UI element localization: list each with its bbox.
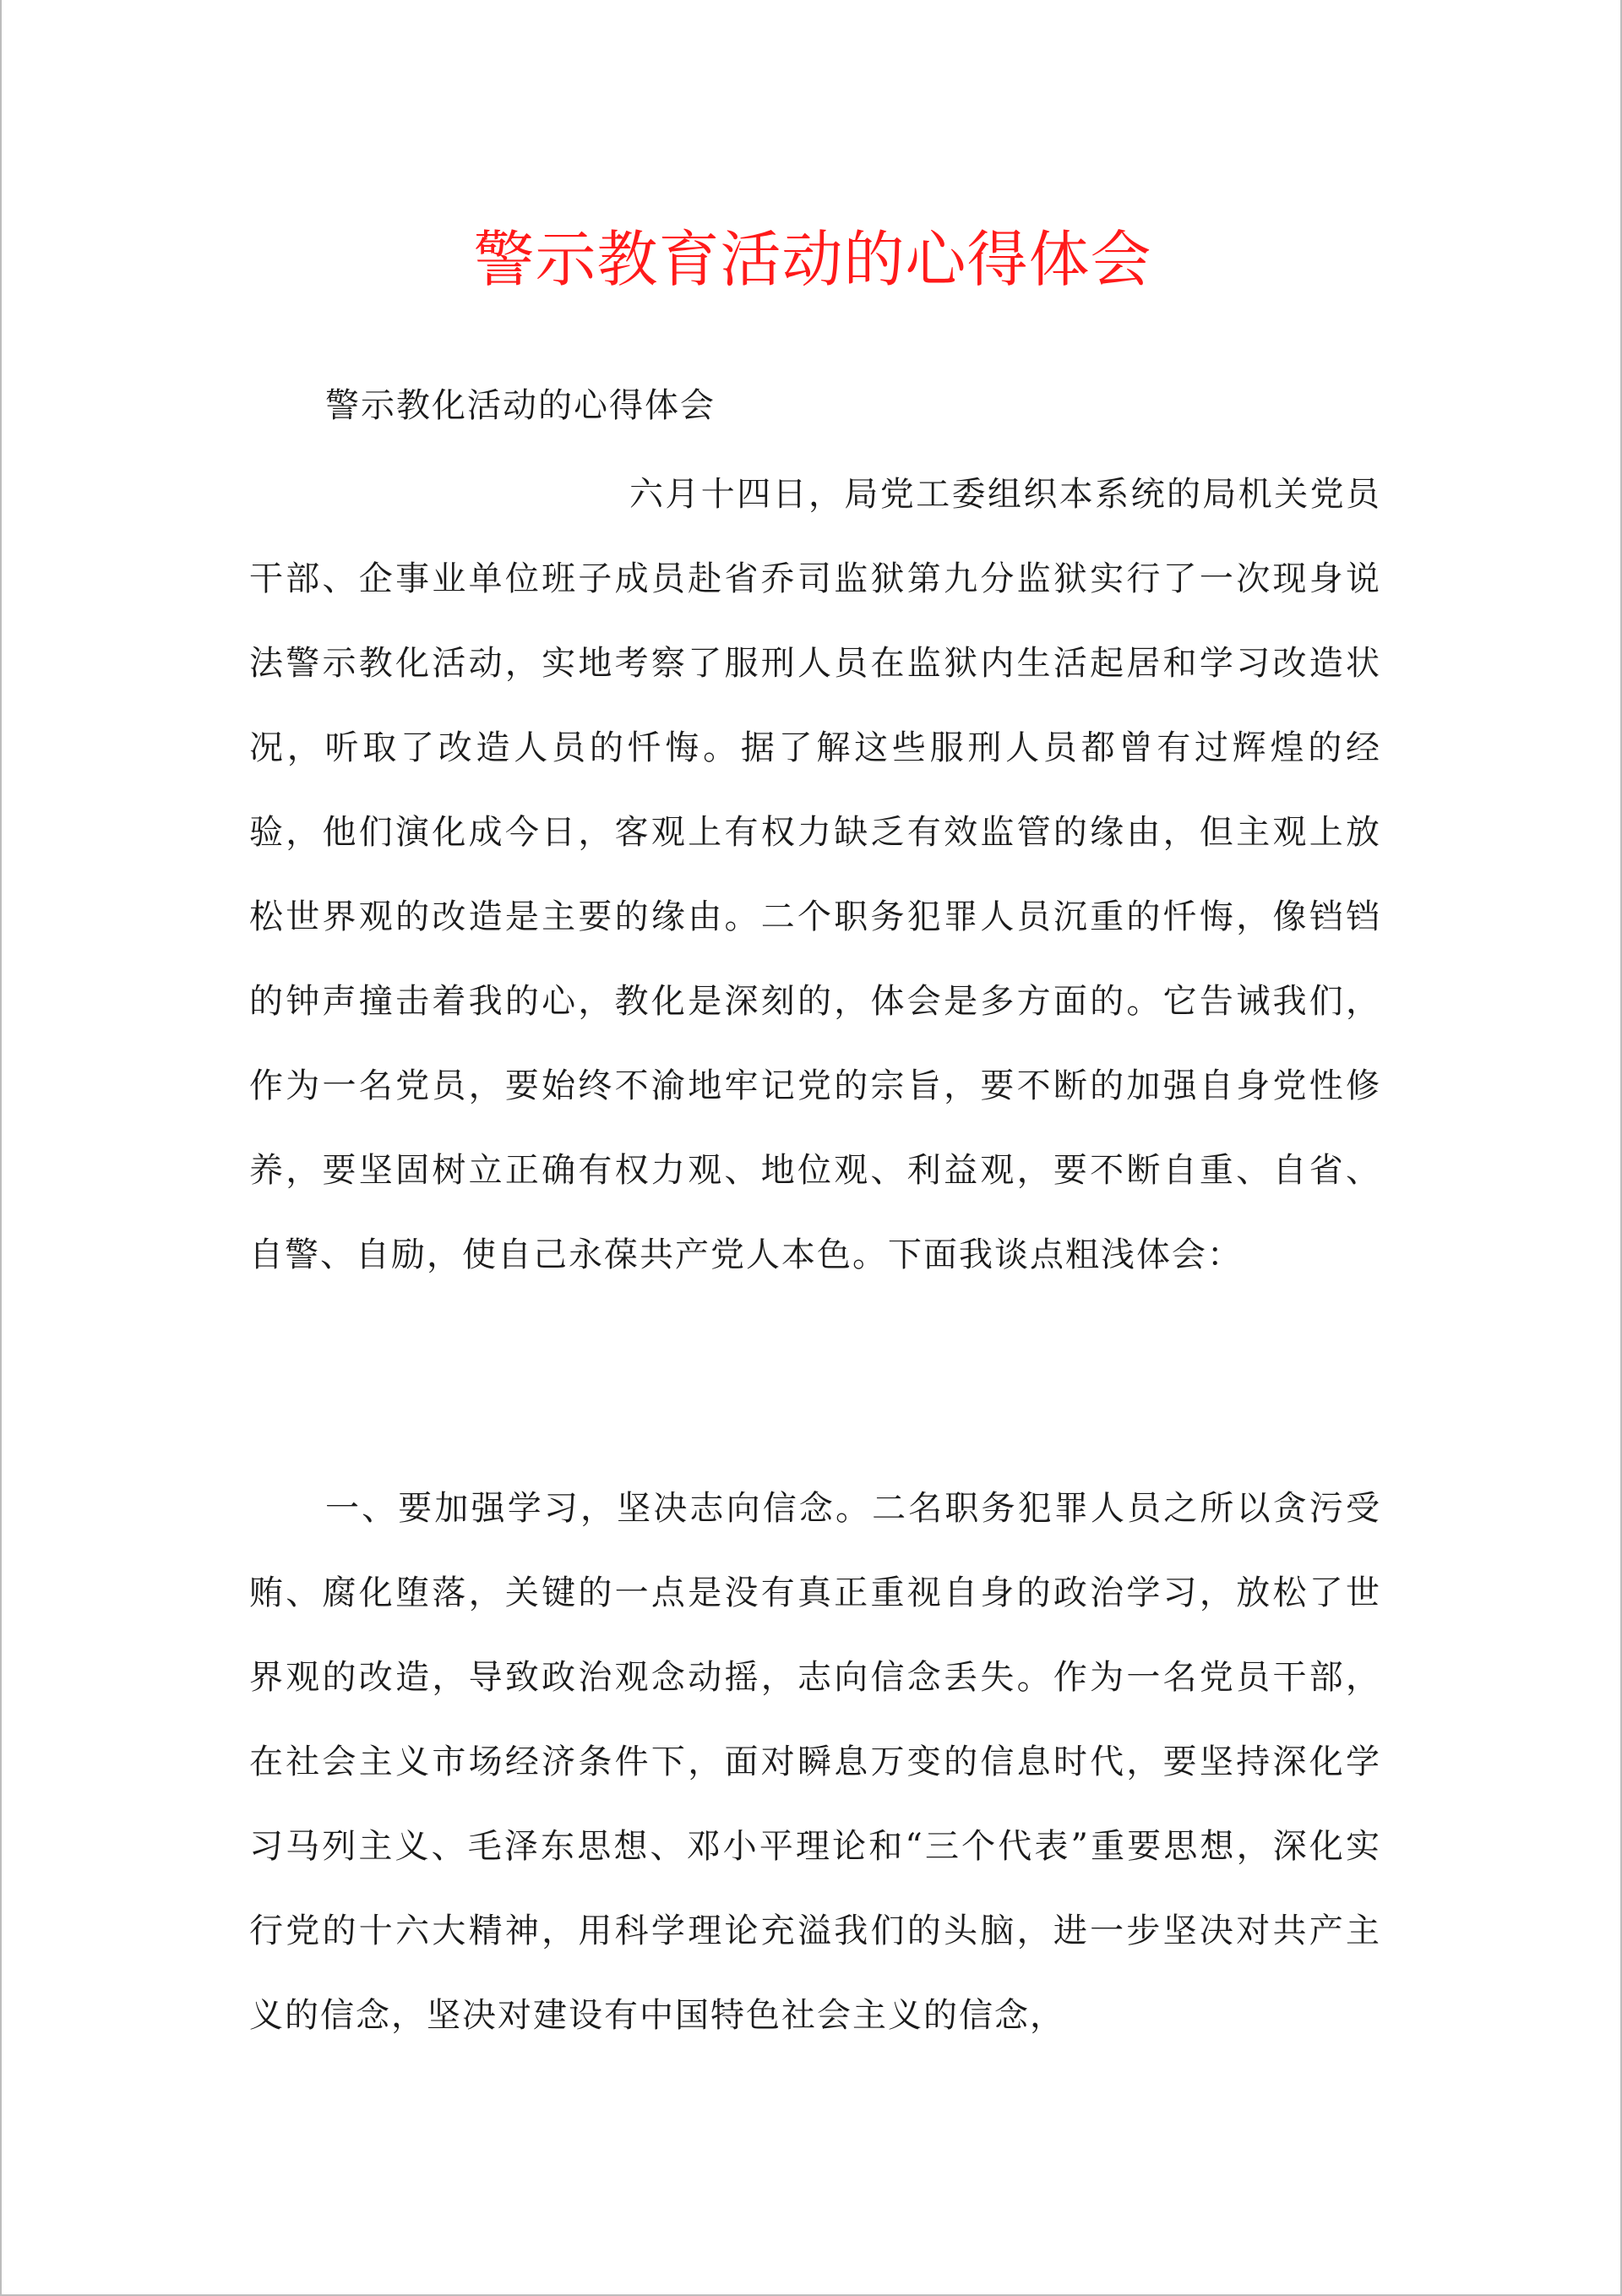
document-subtitle: 警示教化活动的心得体会: [325, 386, 716, 425]
body-paragraph-2: [249, 1466, 1381, 2058]
paragraph-text: 六月十四日，局党工委组织本系统的局机关党员干部、企事业单位班子成员赴省乔司监狱第九分监狱实行了一次现身说法警示教化活动，实地考察了服刑人员在监狱内生活起居和学习改造状况，听取了改造人员的忏悔。据了解这些服刑人员都曾有过辉煌的经验，他们演化成今日，客观上有权力缺乏有效监管的缘由，但主观上放松世界观的改造是主要的缘由。二个职务犯罪人员沉重的忏悔，像铛铛的钟声撞击着我的心，教化是深刻的，体会是多方面的。它告诫我们，作为一名党员，要始终不渝地牢记党的宗旨，要不断的加强自身党性修养，要坚固树立正确有权力观、地位观、利益观，要不断自重、自省、自警、自励，使自己永葆共产党人本色。下面我谈点粗浅体会：: [249, 475, 1381, 1274]
body-paragraph-1: [249, 452, 1381, 1297]
paragraph-text: 一、要加强学习，坚决志向信念。二名职务犯罪人员之所以贪污受贿、腐化堕落，关键的一点是没有真正重视自身的政治学习，放松了世界观的改造，导致政治观念动摇，志向信念丢失。作为一名党员干部，在社会主义市场经济条件下，面对瞬息万变的信息时代，要坚持深化学习马列主义、毛泽东思想、邓小平理论和“三个代表”重要思想，深化实行党的十六大精神，用科学理论充溢我们的头脑，进一步坚决对共产主义的信念，坚决对建设有中国特色社会主义的信念，: [249, 1489, 1381, 2035]
document-title: 警示教育活动的心得体会: [473, 224, 1152, 295]
